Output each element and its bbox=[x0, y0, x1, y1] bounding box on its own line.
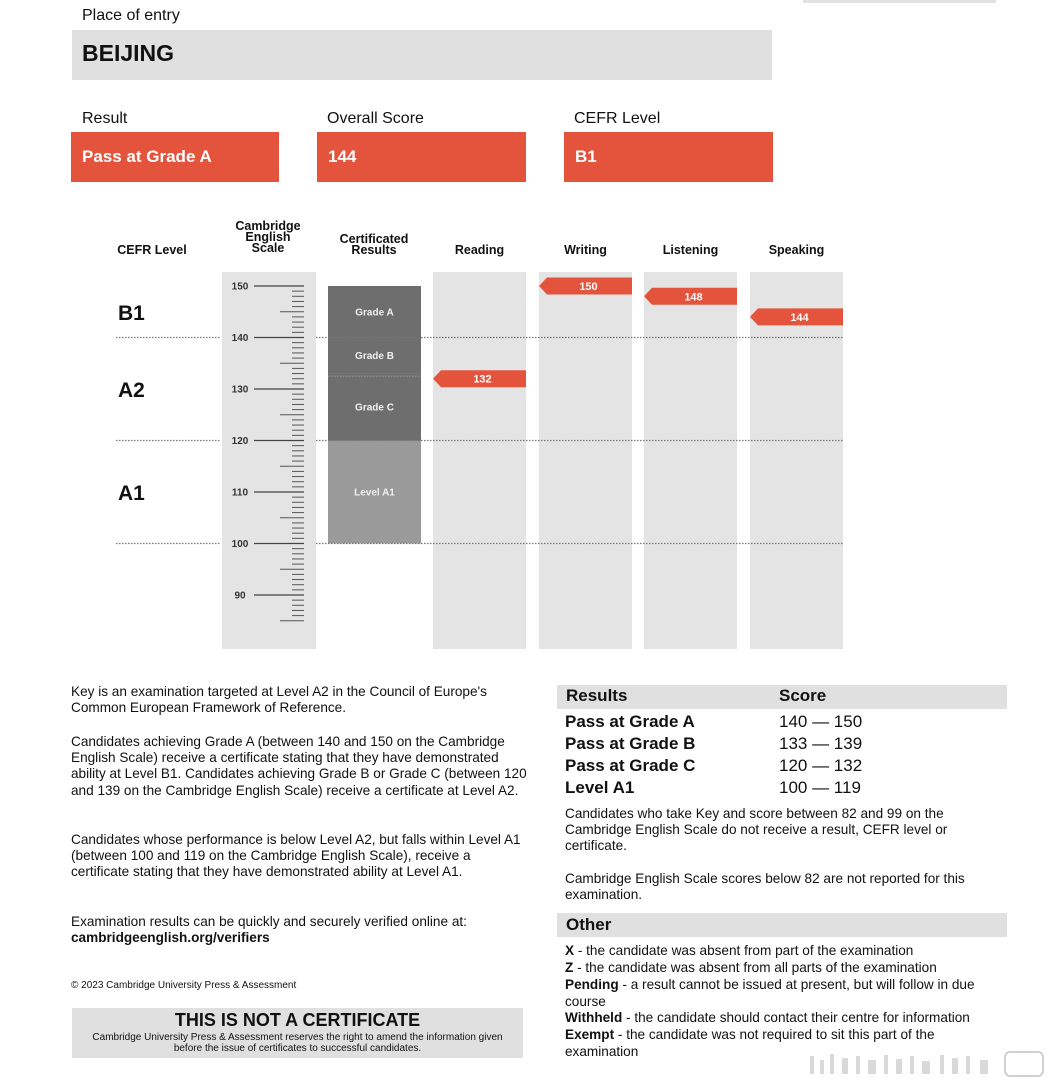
grade-band-label: Grade C bbox=[355, 402, 394, 414]
cefr-level-value: B1 bbox=[564, 132, 773, 182]
other-item-key: X bbox=[565, 943, 575, 958]
col-header-cefr-level: CEFR Level bbox=[117, 243, 187, 257]
col-header-scale-line3: Scale bbox=[251, 241, 285, 255]
results-row-label: Level A1 bbox=[565, 778, 635, 797]
other-item-withheld bbox=[565, 1010, 1007, 1027]
result-label: Result bbox=[82, 110, 128, 127]
score-marker-label: 148 bbox=[684, 291, 703, 304]
copyright: © 2023 Cambridge University Press & Assessment bbox=[71, 980, 297, 991]
other-item-x bbox=[565, 943, 1007, 960]
other-item-pending bbox=[565, 977, 1007, 1010]
score-marker-label: 132 bbox=[473, 373, 492, 386]
col-header-scale-line1: Cambridge bbox=[235, 219, 301, 233]
score-marker-label: 144 bbox=[790, 311, 809, 324]
results-row-score: 100 — 119 bbox=[779, 778, 861, 797]
col-header-reading: Reading bbox=[454, 243, 505, 257]
col-header-speaking: Speaking bbox=[768, 243, 825, 257]
other-item-text: - the candidate was not required to sit this part of the examination bbox=[565, 1027, 935, 1059]
results-header-score: Score bbox=[779, 686, 827, 705]
cefr-band-label: A2 bbox=[118, 379, 145, 402]
col-header-scale-line2: English bbox=[245, 230, 291, 244]
overall-score-label: Overall Score bbox=[327, 110, 424, 127]
scale-tick-label: 140 bbox=[231, 333, 249, 344]
info-paragraph-2: Candidates achieving Grade A (between 140 and 150 on the Cambridge English Scale) receive a certificate stating that they have demonstrated ability at Level B1. Candidates achieving Grade B or Grade C (between 120 and 139 on the Cambridge English Scale) receive a certificate at Level A2. bbox=[71, 734, 527, 798]
col-header-certificated-line2: Results bbox=[351, 243, 397, 257]
cefr-band-label: B1 bbox=[118, 301, 145, 325]
grade-band-label: Grade B bbox=[355, 351, 394, 363]
results-row-score: 140 — 150 bbox=[779, 712, 863, 731]
other-item-key: Pending bbox=[565, 977, 619, 992]
results-row-score: 133 — 139 bbox=[779, 734, 863, 753]
info-paragraph-4: Examination results can be quickly and securely verified online at: bbox=[71, 914, 467, 929]
grade-band-label: Grade A bbox=[355, 307, 394, 319]
place-of-entry-value: BEIJING bbox=[82, 40, 175, 66]
scale-tick-label: 150 bbox=[231, 281, 249, 293]
place-of-entry-label: Place of entry bbox=[82, 7, 180, 24]
grade-band-label: Level A1 bbox=[354, 487, 395, 499]
other-item-z bbox=[565, 960, 1007, 977]
skill-column bbox=[539, 272, 632, 649]
scale-tick-label: 130 bbox=[231, 384, 249, 396]
results-row-score: 120 — 132 bbox=[779, 756, 863, 775]
other-item-text: - the candidate was absent from part of the examination bbox=[574, 943, 914, 958]
other-item-key: Withheld bbox=[565, 1010, 623, 1025]
results-note-1: Candidates who take Key and score between 82 and 99 on the Cambridge English Scale do not receive a result, CEFR level or certificate. bbox=[565, 806, 948, 853]
results-row-label: Pass at Grade B bbox=[565, 734, 696, 753]
not-certificate-title: THIS IS NOT A CERTIFICATE bbox=[174, 1010, 421, 1030]
results-note-2: Cambridge English Scale scores below 82 are not reported for this examination. bbox=[565, 871, 965, 902]
results-row-label: Pass at Grade C bbox=[565, 756, 696, 775]
cefr-level-label: CEFR Level bbox=[574, 110, 661, 127]
info-paragraph-1: Key is an examination targeted at Level A2 in the Council of Europe's Common European Framework of Reference. bbox=[71, 684, 487, 716]
scale-tick-label: 110 bbox=[231, 487, 249, 499]
other-header: Other bbox=[566, 915, 612, 934]
results-row-label: Pass at Grade A bbox=[565, 712, 695, 731]
skill-column bbox=[433, 272, 526, 649]
score-marker-label: 150 bbox=[579, 281, 598, 293]
skill-column bbox=[644, 272, 737, 649]
other-item-key: Z bbox=[565, 960, 574, 975]
overall-score-value: 144 bbox=[317, 132, 526, 182]
verifiers-link[interactable]: cambridgeenglish.org/verifiers bbox=[71, 930, 270, 945]
cefr-band-label: A1 bbox=[118, 482, 145, 505]
col-header-listening: Listening bbox=[662, 243, 719, 257]
other-item-text: - a result cannot be issued at present, but will follow in due course bbox=[565, 977, 975, 1009]
result-value: Pass at Grade A bbox=[71, 132, 279, 182]
col-header-writing: Writing bbox=[564, 243, 607, 257]
skill-column bbox=[750, 272, 843, 649]
info-paragraph-3: Candidates whose performance is below Level A2, but falls within Level A1 (between 100 and 119 on the Cambridge English Scale), receive a certificate stating that they have demonstrated ability at Level A1. bbox=[71, 832, 521, 880]
other-item-text: - the candidate was absent from all parts of the examination bbox=[573, 960, 937, 975]
not-certificate-notice: Cambridge University Press & Assessment reserves the right to amend the information given before the issue of certificates to successful candidates. bbox=[92, 1032, 503, 1054]
scale-tick-label: 90 bbox=[234, 590, 246, 602]
other-header-bar bbox=[557, 913, 1007, 937]
col-header-certificated-line1: Certificated bbox=[339, 232, 409, 246]
other-item-text: - the candidate should contact their centre for information bbox=[622, 1010, 970, 1025]
scale-tick-label: 120 bbox=[231, 436, 249, 447]
scale-tick-label: 100 bbox=[231, 539, 249, 550]
results-header-result: Results bbox=[566, 686, 628, 705]
other-item-key: Exempt bbox=[565, 1027, 615, 1042]
watermark-icon bbox=[790, 1050, 1050, 1080]
